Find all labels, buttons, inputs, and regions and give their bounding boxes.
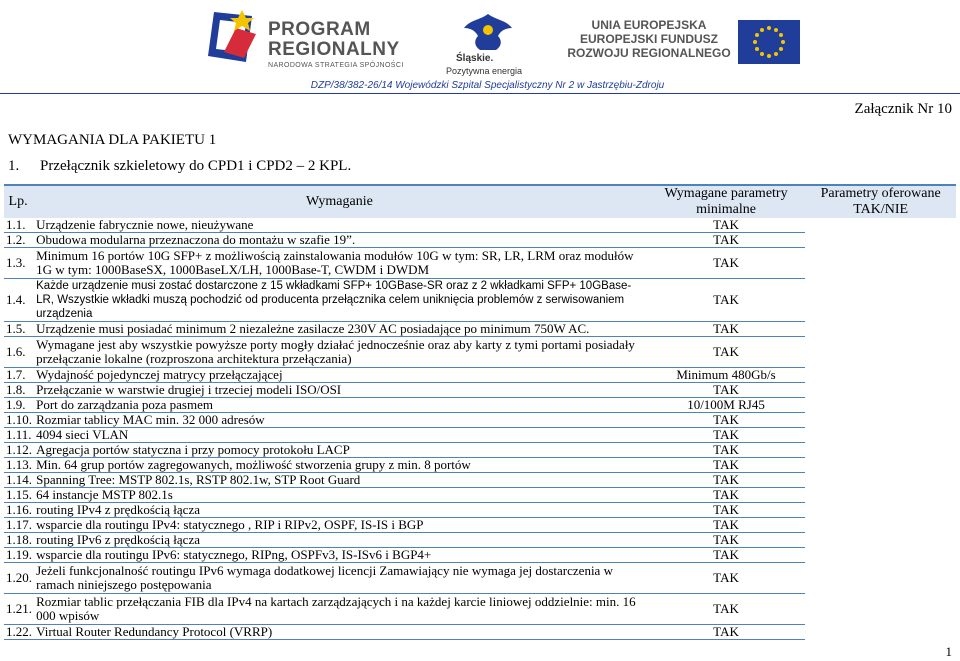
row-requirement: wsparcie dla routingu IPv4: statycznego , RIP i RIPv2, OSPF, IS-IS i BGP [32, 518, 647, 533]
row-required-value: TAK [647, 458, 806, 473]
row-offered-cell [805, 473, 956, 488]
header-offered: Parametry oferowane TAK/NIE [805, 185, 956, 218]
eu-line-1: UNIA EUROPEJSKA [591, 18, 707, 32]
row-requirement: routing IPv4 z prędkością łącza [32, 503, 647, 518]
program-regionalny-emblem-icon [206, 6, 264, 70]
row-number: 1.20. [4, 563, 32, 594]
row-offered-cell [805, 248, 956, 279]
eu-logo [562, 18, 802, 66]
annex-label: Załącznik Nr 10 [854, 101, 952, 117]
row-number: 1.5. [4, 322, 32, 337]
row-required-value: TAK [647, 548, 806, 563]
row-required-value: TAK [647, 563, 806, 594]
row-offered-cell [805, 322, 956, 337]
program-regionalny-logo [206, 6, 426, 72]
page-heading: WYMAGANIA DLA PAKIETU 1 [8, 132, 217, 148]
row-requirement: Urządzenie musi posiadać minimum 2 niezależne zasilacze 230V AC posiadające po minimum 750W AC. [32, 322, 647, 337]
requirements-table [4, 184, 956, 640]
row-offered-cell [805, 563, 956, 594]
slaskie-name: Śląskie. [456, 53, 494, 64]
regional-title: REGIONALNY [268, 39, 400, 60]
slaskie-logo [448, 10, 528, 76]
row-number: 1.18. [6, 532, 32, 547]
row-offered-cell [805, 383, 956, 398]
row-number: 1.21. [4, 594, 32, 625]
row-number: 1.14. [6, 472, 32, 487]
row-requirement: Rozmiar tablic przełączania FIB dla IPv4 na kartach zarządzających i na każdej karcie liniowej oddzielnie: min. 16 000 wpisów [32, 594, 647, 625]
table-row [4, 625, 956, 640]
row-required-value: TAK [647, 383, 806, 398]
row-required-value: TAK [647, 533, 806, 548]
row-requirement: Minimum 16 portów 10G SFP+ z możliwością zainstalowania modułów 10G w tym: SR, LR, LRM oraz modułów 1G w tym: 1000BaseSX, 1000BaseLX/LH, 1000Base-T, CWDM i DWDM [32, 248, 647, 279]
table-row [4, 383, 956, 398]
row-requirement: 64 instancje MSTP 802.1s [32, 488, 647, 503]
row-requirement: Wydajność pojedynczej matrycy przełączającej [32, 368, 647, 383]
row-number: 1.22. [6, 624, 32, 639]
row-required-value: TAK [647, 518, 806, 533]
table-row [4, 279, 956, 322]
row-requirement: Min. 64 grup portów zagregowanych, możliwość stworzenia grupy z min. 8 portów [32, 458, 647, 473]
row-required-value: TAK [647, 337, 806, 368]
row-number: 1.12. [6, 442, 32, 457]
row-offered-cell [805, 594, 956, 625]
row-number: 1.11. [6, 427, 32, 442]
row-required-value: TAK [647, 625, 806, 640]
row-required-value: TAK [647, 413, 806, 428]
row-offered-cell [805, 503, 956, 518]
row-requirement: Agregacja portów statyczna i przy pomocy protokołu LACP [32, 443, 647, 458]
row-offered-cell [805, 413, 956, 428]
header-requirement: Wymaganie [32, 185, 647, 218]
row-requirement: Obudowa modularna przeznaczona do montażu w szafie 19”. [32, 233, 647, 248]
row-number: 1.15. [6, 487, 32, 502]
table-row [4, 548, 956, 563]
table-row [4, 563, 956, 594]
table-row [4, 594, 956, 625]
row-requirement: Virtual Router Redundancy Protocol (VRRP) [32, 625, 647, 640]
row-required-value: TAK [647, 428, 806, 443]
page-number: 1 [945, 644, 952, 659]
table-row [4, 473, 956, 488]
row-requirement: routing IPv6 z prędkością łącza [32, 533, 647, 548]
row-number: 1.6. [4, 337, 32, 368]
row-requirement: 4094 sieci VLAN [32, 428, 647, 443]
row-required-value: TAK [647, 443, 806, 458]
row-offered-cell [805, 458, 956, 473]
row-number: 1.1. [4, 218, 32, 233]
row-required-value: TAK [647, 233, 806, 248]
table-row [4, 337, 956, 368]
header-params: Wymagane parametry minimalne [647, 185, 806, 218]
row-offered-cell [805, 398, 956, 413]
row-offered-cell [805, 488, 956, 503]
table-body [4, 218, 956, 640]
row-requirement: Port do zarządzania poza pasmem [32, 398, 647, 413]
row-offered-cell [805, 233, 956, 248]
row-offered-cell [805, 218, 956, 233]
table-row [4, 518, 956, 533]
table-row [4, 428, 956, 443]
row-number: 1.13. [6, 457, 32, 472]
logo-bar [0, 0, 960, 92]
header-divider [0, 93, 960, 94]
eagle-emblem-icon [458, 10, 518, 52]
section-number: 1. [8, 158, 20, 174]
row-number: 1.3. [4, 248, 32, 279]
table-row [4, 368, 956, 383]
row-offered-cell [805, 533, 956, 548]
row-number: 1.9. [4, 398, 32, 413]
row-number: 1.4. [4, 279, 32, 322]
row-number: 1.19. [6, 547, 32, 562]
row-number: 1.10. [6, 412, 32, 427]
section-title: Przełącznik szkieletowy do CPD1 i CPD2 – 2 KPL. [40, 158, 352, 174]
table-row [4, 533, 956, 548]
table-header-row [4, 185, 956, 218]
row-offered-cell [805, 279, 956, 322]
row-requirement: Spanning Tree: MSTP 802.1s, RSTP 802.1w, STP Root Guard [32, 473, 647, 488]
program-subtitle: NARODOWA STRATEGIA SPÓJNOŚCI [268, 62, 404, 69]
table-row [4, 458, 956, 473]
row-requirement: wsparcie dla routingu IPv6: statycznego, RIPng, OSPFv3, IS-ISv6 i BGP4+ [32, 548, 647, 563]
row-offered-cell [805, 443, 956, 458]
row-requirement: Urządzenie fabrycznie nowe, nieużywane [32, 218, 647, 233]
row-requirement: Każde urządzenie musi zostać dostarczone z 15 wkładkami SFP+ 10GBase-SR oraz z 2 wkładkami SFP+ 10GBase-LR, Wszystkie wkładki muszą pochodzić od producenta przełącznika celem uniknięcia problemów z serwisowaniem urządzenia [32, 279, 647, 322]
row-number: 1.17. [6, 517, 32, 532]
table-row [4, 322, 956, 337]
eu-line-3: ROZWOJU REGIONALNEGO [567, 46, 731, 60]
document-reference: DZP/38/382-26/14 Wojewódzki Szpital Specjalistyczny Nr 2 w Jastrzębiu-Zdroju [310, 80, 665, 91]
row-number: 1.2. [4, 233, 32, 248]
program-title: PROGRAM [268, 19, 371, 40]
row-number: 1.7. [4, 368, 32, 383]
table-row [4, 233, 956, 248]
table-row [4, 443, 956, 458]
table-row [4, 398, 956, 413]
row-requirement: Rozmiar tablicy MAC min. 32 000 adresów [32, 413, 647, 428]
row-required-value: TAK [647, 488, 806, 503]
row-required-value: TAK [647, 322, 806, 337]
row-required-value: TAK [647, 594, 806, 625]
row-required-value: 10/100M RJ45 [647, 398, 806, 413]
header-lp: Lp. [4, 185, 32, 218]
row-required-value: TAK [647, 473, 806, 488]
row-offered-cell [805, 518, 956, 533]
row-number: 1.16. [6, 502, 32, 517]
row-offered-cell [805, 428, 956, 443]
row-required-value: Minimum 480Gb/s [647, 368, 806, 383]
row-required-value: TAK [647, 248, 806, 279]
section-heading [8, 158, 351, 174]
row-number: 1.8. [4, 383, 32, 398]
row-requirement: Przełączanie w warstwie drugiej i trzeciej modeli ISO/OSI [32, 383, 647, 398]
slaskie-motto: Pozytywna energia [446, 66, 523, 76]
eu-flag-icon [738, 20, 800, 64]
eu-text [562, 18, 736, 60]
table-row [4, 503, 956, 518]
row-offered-cell [805, 337, 956, 368]
row-required-value: TAK [647, 218, 806, 233]
row-required-value: TAK [647, 503, 806, 518]
row-requirement: Wymagane jest aby wszystkie powyższe porty mogły działać jednocześnie oraz aby karty z tymi portami posiadały przełączanie lokalne (rozproszona architektura przełączania) [32, 337, 647, 368]
table-row [4, 248, 956, 279]
table-row [4, 488, 956, 503]
row-offered-cell [805, 368, 956, 383]
row-offered-cell [805, 548, 956, 563]
table-row [4, 413, 956, 428]
row-required-value: TAK [647, 279, 806, 322]
row-requirement: Jeżeli funkcjonalność routingu IPv6 wymaga dodatkowej licencji Zamawiający nie wymaga jej dostarczenia w ramach niniejszego postępowania [32, 563, 647, 594]
eu-line-2: EUROPEJSKI FUNDUSZ [579, 32, 719, 46]
table-row [4, 218, 956, 233]
row-offered-cell [805, 625, 956, 640]
